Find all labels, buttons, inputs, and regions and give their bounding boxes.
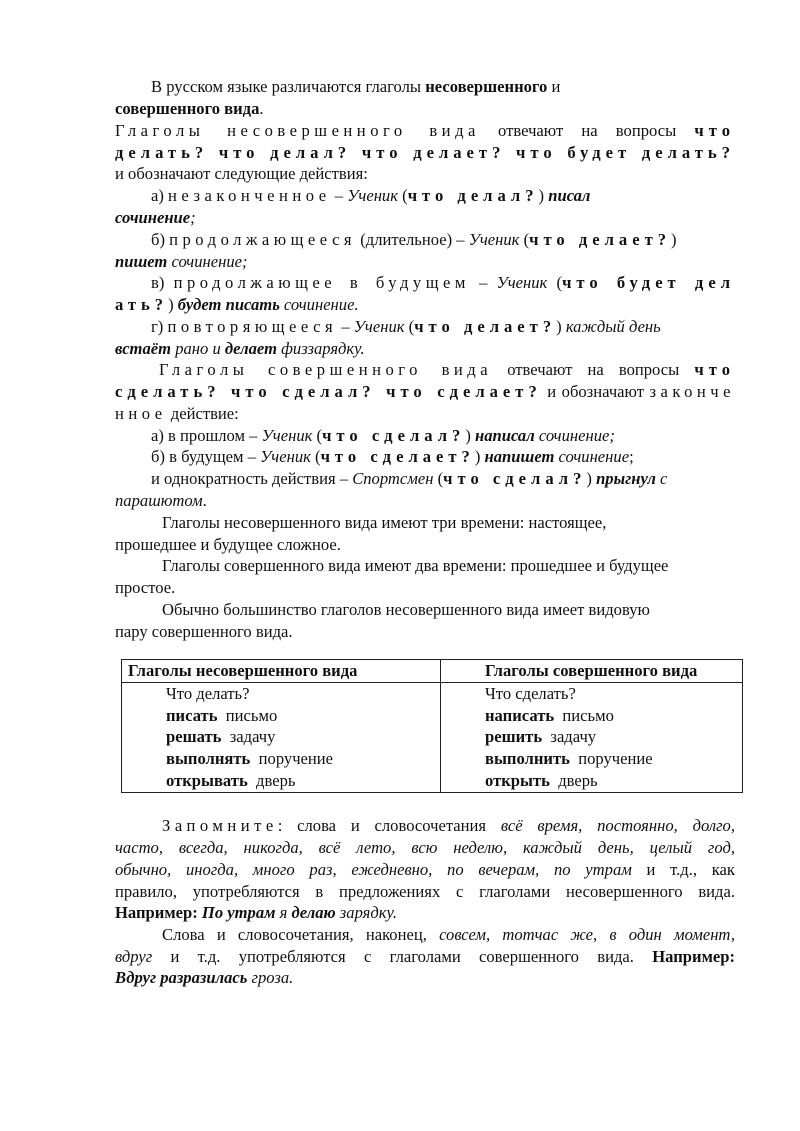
question-bold: что делает? xyxy=(414,317,557,336)
text: и обозначают xyxy=(541,382,650,401)
final-line-1 xyxy=(162,924,735,946)
spaced-term: продолжающееся xyxy=(169,230,357,249)
text: прошедшее и будущее сложное. xyxy=(115,535,341,554)
para-1-line-1 xyxy=(162,512,606,534)
example-text: я xyxy=(275,903,292,922)
text: ) xyxy=(474,447,485,466)
table-cell xyxy=(122,726,441,748)
verb-perfective: открыть xyxy=(485,770,550,790)
verb-object: письмо xyxy=(562,705,614,725)
table-cell xyxy=(122,683,441,705)
spaced-term: законче xyxy=(649,382,735,401)
final-line-2 xyxy=(115,946,735,968)
example-verb: писал xyxy=(548,186,591,205)
example-subject: Ученик xyxy=(496,273,548,292)
verb-object: задачу xyxy=(550,727,597,747)
example-verb: Вдруг разразилась xyxy=(115,968,248,987)
table-question: Что сделать? xyxy=(485,684,576,703)
spaced-term: продолжающее в будущем xyxy=(173,273,470,292)
label: и однократность действия – xyxy=(151,469,353,488)
verb-object: дверь xyxy=(558,770,598,790)
label: б) в будущем – xyxy=(151,447,261,466)
text: Глаголы совершенного вида имеют два времени: прошедшее и будущее xyxy=(162,556,669,575)
text: отвечают на вопросы xyxy=(492,360,695,379)
question-bold: что xyxy=(694,360,735,379)
para-3-line-2 xyxy=(115,621,293,643)
text: ( xyxy=(519,230,530,249)
perf-item-c-cont xyxy=(115,490,207,512)
table-row xyxy=(122,705,743,727)
table-cell xyxy=(122,748,441,770)
question-bold: что сделал? xyxy=(443,469,587,488)
text: ( xyxy=(310,447,321,466)
text: отвечают на вопросы xyxy=(479,121,695,140)
perf-item-a xyxy=(151,425,615,447)
text: В русском языке различаются глаголы xyxy=(151,77,426,96)
example-subject: Спортсмен xyxy=(352,469,434,488)
example-subject: Ученик xyxy=(261,426,313,445)
table-row xyxy=(122,748,743,770)
remember-line-4 xyxy=(115,881,735,903)
imperf-item-c xyxy=(151,272,735,294)
table-question: Что делать? xyxy=(166,684,250,703)
intro-line-1 xyxy=(151,76,560,98)
verb-perfective: решить xyxy=(485,727,543,747)
example-text: вдруг xyxy=(115,947,153,966)
table-header-perfective: Глаголы совершенного вида xyxy=(441,660,743,683)
text: – xyxy=(337,317,354,336)
imperf-item-d xyxy=(151,316,661,338)
question-bold: что сделает? xyxy=(320,447,475,466)
question-bold: сделать? что сделал? что сделает? xyxy=(115,382,542,401)
verb-perfective: написать xyxy=(485,705,555,725)
spaced-term: Запомните xyxy=(162,816,278,835)
table-header-imperfective: Глаголы несовершенного вида xyxy=(122,660,441,683)
text: действие: xyxy=(166,404,239,423)
text: ) xyxy=(586,469,597,488)
final-line-3 xyxy=(115,967,293,989)
imperf-item-d-cont xyxy=(115,338,365,360)
question-bold: что делает? xyxy=(529,230,672,249)
example-verb: делаю xyxy=(291,903,336,922)
remember-line-1 xyxy=(162,815,735,837)
spaced-term: Глаголы совершенного вида xyxy=(159,360,493,379)
text: ( xyxy=(312,426,323,445)
perf-item-b xyxy=(151,446,634,468)
text: простое. xyxy=(115,578,176,597)
perf-def-line-3 xyxy=(115,403,239,425)
verb-object: письмо xyxy=(225,705,278,725)
text: ( xyxy=(404,317,415,336)
intro-line-2 xyxy=(115,98,264,120)
text: ( xyxy=(547,273,563,292)
verb-imperfective: открывать xyxy=(166,770,248,790)
question-bold: что будет дел xyxy=(562,273,735,292)
text: Глаголы несовершенного вида имеют три времени: настоящее, xyxy=(162,513,607,532)
example-subject: Ученик xyxy=(353,317,405,336)
example-object: сочинение xyxy=(554,447,630,466)
text: ) xyxy=(168,295,178,314)
table-cell xyxy=(441,770,743,792)
label: г) xyxy=(151,317,168,336)
example-bold-italic: По утрам xyxy=(201,903,276,922)
example-label: Например: xyxy=(652,947,735,966)
text-bold: несовершенного xyxy=(425,77,548,96)
imperf-def-line-2 xyxy=(115,142,735,164)
imperf-item-b-cont xyxy=(115,251,248,273)
verb-object: задачу xyxy=(229,727,276,747)
table-cell xyxy=(122,770,441,792)
text: ( xyxy=(433,469,444,488)
example-text: парашютом xyxy=(115,491,203,510)
text: . xyxy=(259,99,264,118)
table-cell xyxy=(441,705,743,727)
table-header-row xyxy=(122,660,743,683)
text: и т.д. употребляются с глаголами совершенного вида. xyxy=(152,947,653,966)
table-cell xyxy=(441,726,743,748)
text: (длительное) – xyxy=(356,230,469,249)
text-bold: совершенного вида xyxy=(115,99,260,118)
verb-aspect-table xyxy=(121,659,743,793)
example-text: рано и xyxy=(171,339,225,358)
imperf-def-line-1 xyxy=(115,120,735,142)
text: ( xyxy=(398,186,408,205)
text: – xyxy=(469,273,497,292)
example-verb: будет писать xyxy=(177,295,280,314)
label: в) xyxy=(151,273,174,292)
label: а) в прошлом – xyxy=(151,426,262,445)
example-text: совсем, тотчас же, в один момент, xyxy=(439,925,735,944)
remember-line-3 xyxy=(115,859,735,881)
question-bold: что делал? xyxy=(407,186,539,205)
para-2-line-1 xyxy=(162,555,668,577)
spaced-term: нное xyxy=(115,404,167,423)
verb-perfective: выполнить xyxy=(485,749,570,769)
example-verb: делает xyxy=(224,339,277,358)
question-bold: ать? xyxy=(115,295,169,314)
example-verb: написал xyxy=(475,426,535,445)
table-cell xyxy=(441,748,743,770)
example-text: каждый день xyxy=(565,317,661,336)
example-text: часто, всегда, никогда, всё лето, всю неделю, каждый день, целый год, xyxy=(115,838,735,857)
example-text: с xyxy=(655,469,668,488)
table-row xyxy=(122,683,743,705)
imperf-item-a xyxy=(151,185,590,207)
example-verb: прыгнул xyxy=(596,469,656,488)
example-object: физзарядку. xyxy=(276,339,365,358)
imperf-item-c-cont xyxy=(115,294,359,316)
verb-object: поручение xyxy=(578,749,653,769)
table-cell xyxy=(441,683,743,705)
text: ) xyxy=(465,426,475,445)
verb-object: дверь xyxy=(256,770,296,790)
text: Обычно большинство глаголов несовершенного вида имеет видовую xyxy=(162,600,650,619)
para-3-line-1 xyxy=(162,599,650,621)
label: б) xyxy=(151,230,170,249)
question-bold: что сделал? xyxy=(322,426,466,445)
table-row xyxy=(122,770,743,792)
example-text: всё время, постоянно, долго, xyxy=(500,816,736,835)
text: пару совершенного вида. xyxy=(115,622,293,641)
text: ; xyxy=(190,208,196,227)
example-verb: пишет xyxy=(115,252,168,271)
example-object: сочинение. xyxy=(279,295,359,314)
verb-imperfective: выполнять xyxy=(166,749,251,769)
example-subject: Ученик xyxy=(468,230,520,249)
text: ) xyxy=(556,317,566,336)
example-subject: Ученик xyxy=(260,447,311,466)
text: Слова и словосочетания, наконец, xyxy=(162,925,440,944)
verb-object: поручение xyxy=(258,749,334,769)
example-label: Например: xyxy=(115,903,202,922)
verb-imperfective: решать xyxy=(166,727,222,747)
example-text: гроза. xyxy=(247,968,294,987)
example-object: сочинение; xyxy=(167,252,248,271)
imperf-item-b xyxy=(151,229,677,251)
table-cell xyxy=(122,705,441,727)
para-1-line-2 xyxy=(115,534,341,556)
imperf-def-line-3 xyxy=(115,163,368,185)
text: ) xyxy=(671,230,677,249)
text: и обозначают следующие действия: xyxy=(115,164,368,183)
example-text: обычно, иногда, много раз, ежедневно, по вечерам, по утрам xyxy=(115,860,632,879)
text: и т.д., как xyxy=(631,860,735,879)
text: – xyxy=(330,186,348,205)
spaced-term: Глаголы несовершенного вида xyxy=(115,121,480,140)
label: а) xyxy=(151,186,169,205)
remember-example xyxy=(115,902,397,924)
example-verb: встаёт xyxy=(115,339,172,358)
para-2-line-2 xyxy=(115,577,175,599)
imperf-item-a-cont xyxy=(115,207,196,229)
text: : слова и словосочетания xyxy=(277,816,501,835)
text: ; xyxy=(629,447,634,466)
example-object: сочинение; xyxy=(534,426,615,445)
question-bold: делать? что делал? что делает? что будет делать? xyxy=(115,143,735,162)
text: ) xyxy=(538,186,549,205)
question-bold: что xyxy=(694,121,735,140)
remember-line-2 xyxy=(115,837,735,859)
verb-imperfective: писать xyxy=(166,705,218,725)
example-subject: Ученик xyxy=(347,186,398,205)
spaced-term: незаконченное xyxy=(168,186,331,205)
spaced-term: повторяющееся xyxy=(167,317,338,336)
perf-item-c xyxy=(151,468,667,490)
example-text: зарядку. xyxy=(335,903,397,922)
text: . xyxy=(202,491,207,510)
example-verb: напишет xyxy=(484,447,555,466)
example-object: сочинение xyxy=(115,208,191,227)
perf-def-line-1 xyxy=(159,359,735,381)
table-row xyxy=(122,726,743,748)
text: правило, употребляются в предложениях с глаголами несовершенного вида. xyxy=(115,882,735,901)
perf-def-line-2 xyxy=(115,381,735,403)
text: и xyxy=(547,77,561,96)
